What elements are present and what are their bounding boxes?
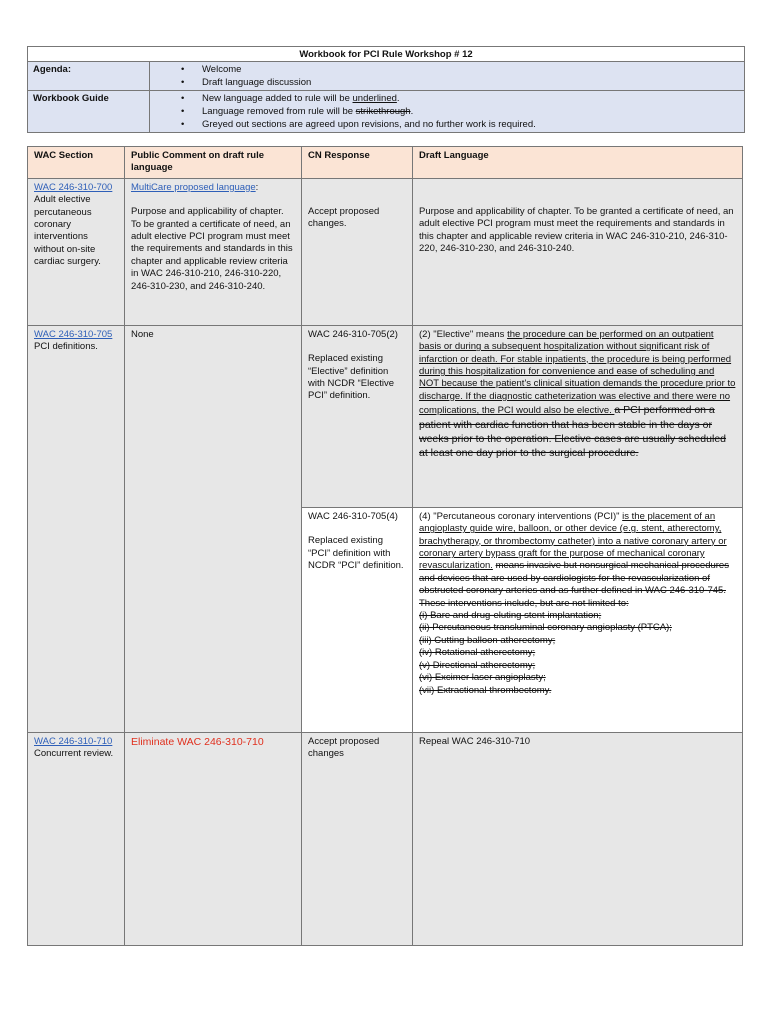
list-item: (iii) Cutting balloon atherectomy; — [419, 634, 556, 646]
list-item: (i) Bare and drug-eluting stent implantation; — [419, 610, 602, 622]
col-header-public-comment: Public Comment on draft rule language — [125, 147, 302, 179]
col-header-cn-response: CN Response — [302, 147, 413, 179]
cn-response-cell — [302, 325, 413, 507]
list-item: (vi) Excimer laser angioplasty; — [419, 672, 546, 684]
cn-section-ref: WAC 246-310-705(4) — [308, 510, 398, 522]
column-header-row — [28, 147, 743, 179]
agenda-list-cell — [150, 62, 745, 91]
table-row — [28, 732, 743, 945]
strikethrough-sample: strikethrough — [355, 106, 411, 117]
list-item: (ii) Percutaneous transluminal coronary angioplasty (PTCA); — [419, 622, 672, 634]
wac-link-710[interactable]: WAC 246-310-710 — [34, 735, 113, 747]
guide-text: . — [410, 106, 414, 117]
public-comment-text: Purpose and applicability of chapter. To be granted a certificate of need, an adult elective PCI program must meet the requirements and standards in this chapter and applicable review criteria in WAC 246-310-210, 246-310-220, 246-310-230, and 246-310-240. — [131, 206, 293, 292]
header-table — [27, 46, 745, 133]
draft-language-text: Repeal WAC 246-310-710 — [419, 735, 531, 747]
list-item: (iv) Rotational atherectomy; — [419, 647, 536, 659]
col-header-draft-language: Draft Language — [413, 147, 743, 179]
guide-text: . — [396, 93, 400, 104]
rule-workbook-table — [27, 146, 743, 946]
guide-item-strikethrough — [154, 105, 740, 118]
draft-text-struck: means invasive but nonsurgical mechanical procedures and devices that are used by cardiologists for the revascularization of obstructed coronary arteries and as further defined in WAC 246-310-745. These interventions include, but are not limited to: — [419, 560, 729, 609]
draft-text-struck: a PCI performed on a patient with cardiac function that has been stable in the days or weeks prior to the operation. Elective cases are usually scheduled at least one day prior to the surgical procedure. — [419, 404, 727, 460]
workbook-title: Workbook for PCI Rule Workshop # 12 — [28, 47, 745, 62]
cn-response-cell — [302, 732, 413, 945]
draft-text-underlined: is the placement of an angioplasty guide wire, balloon, or other device (e.g. stent, atherectomy, brachytherapy, or thrombectomy catheter) into a native coronary artery or coronary artery bypass graft for the purpose of mechanical coronary revascularization. — [419, 510, 727, 572]
wac-link-705[interactable]: WAC 246-310-705 — [34, 328, 113, 340]
table-row — [28, 325, 743, 507]
public-comment-cell — [125, 732, 302, 945]
list-item: (v) Directional atherectomy; — [419, 659, 536, 671]
cn-response-text: Replaced existing “PCI” definition with NCDR “PCI” definition. — [308, 535, 404, 572]
wac-description: Concurrent review. — [34, 748, 114, 760]
guide-item-greyed: • Greyed out sections are agreed upon revisions, and no further work is required. — [154, 118, 740, 131]
list-item: (vii) Extractional thrombectomy. — [419, 684, 552, 696]
link-suffix: : — [255, 181, 259, 193]
guide-text: Language removed from rule will be — [202, 106, 356, 117]
draft-language-cell — [413, 178, 743, 325]
guide-item-underline — [154, 92, 740, 105]
cn-response-text: Accept proposed changes. — [308, 205, 380, 230]
workbook-guide-cell — [150, 91, 745, 133]
draft-text-underlined: the procedure can be performed on an outpatient basis or during a subsequent hospitalization without significant risk of infarction or death. For stable inpatients, the procedure is being performed during this hospitalization for convenience and ease of scheduling and NOT because the patient's clinical situation demands the procedure prior to discharge. If the diagnostic catheterization was elective and there were no complications, the PCI would also be elective. — [419, 328, 736, 417]
agenda-item: • Draft language discussion — [154, 76, 740, 89]
col-header-wac: WAC Section — [28, 147, 125, 179]
cn-response-cell — [302, 507, 413, 732]
cn-response-text: Replaced existing “Elective” definition with NCDR “Elective PCI” definition. — [308, 353, 395, 402]
wac-description: Adult elective percutaneous coronary interventions without on-site cardiac surgery. — [34, 194, 101, 268]
draft-language-text: Purpose and applicability of chapter. To be granted a certificate of need, an adult elective PCI program must meet the requirements and standards in this chapter and applicable review criteria in WAC 246-310-210, 246-310-220, 246-310-230, and 246-310-240. — [419, 205, 734, 255]
public-comment-text: None — [131, 328, 154, 340]
wac-link-700[interactable]: WAC 246-310-700 — [34, 181, 113, 193]
public-comment-cell — [125, 325, 302, 732]
draft-language-cell — [413, 507, 743, 732]
draft-text-plain: (4) "Percutaneous coronary interventions (PCI)" — [419, 510, 623, 522]
wac-cell — [28, 178, 125, 325]
workbook-guide-list — [154, 92, 740, 131]
draft-language-cell — [413, 732, 743, 945]
public-comment-cell — [125, 178, 302, 325]
table-row — [28, 178, 743, 325]
agenda-item: • Welcome — [154, 63, 740, 76]
wac-cell — [28, 325, 125, 732]
cn-response-text: Accept proposed changes — [308, 735, 380, 760]
workbook-guide-label: Workbook Guide — [28, 91, 150, 133]
multicare-proposed-link[interactable]: MultiCare proposed language — [131, 181, 256, 193]
guide-text: New language added to rule will be — [202, 93, 353, 104]
cn-section-ref: WAC 246-310-705(2) — [308, 328, 398, 340]
wac-description: PCI definitions. — [34, 341, 98, 353]
public-comment-text: Eliminate WAC 246-310-710 — [131, 735, 264, 748]
wac-cell — [28, 732, 125, 945]
agenda-label: Agenda: — [28, 62, 150, 91]
agenda-list — [154, 63, 740, 89]
cn-response-cell — [302, 178, 413, 325]
draft-text-plain: (2) "Elective" means — [419, 328, 508, 340]
underlined-sample: underlined — [352, 93, 397, 104]
draft-language-cell — [413, 325, 743, 507]
